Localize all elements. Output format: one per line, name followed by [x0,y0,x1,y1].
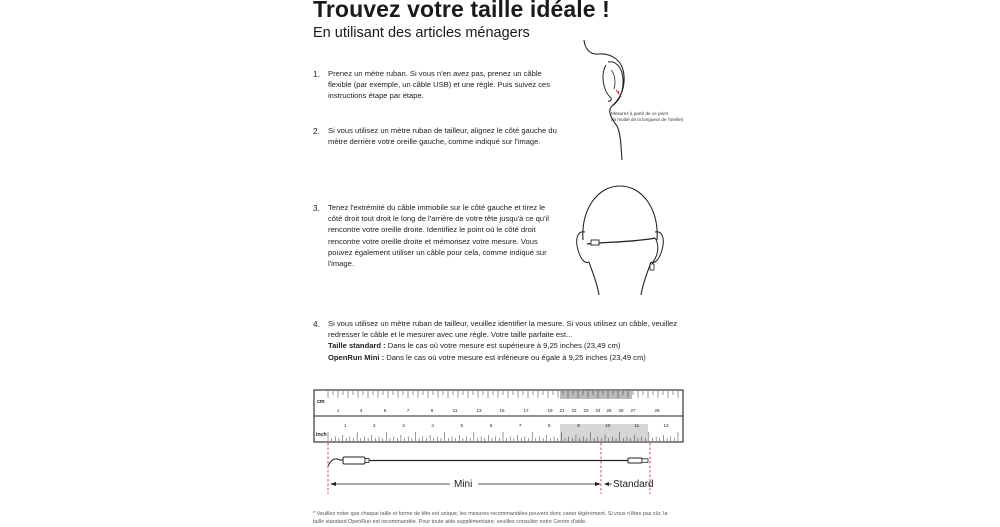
step-2-text: Si vous utilisez un mètre ruban de tailleur, alignez le côté gauche du mètre derrière votre oreille gauche, comme indiqué sur l'image. [328,126,557,147]
mini-size-marker: Mini [454,479,473,490]
usb-cable-plug-left [343,457,365,464]
cm-tick-label: 3 [359,408,363,413]
inch-tick-label: 9 [577,423,580,428]
inch-tick-label: 11 [634,423,640,428]
step-4-text [328,318,678,363]
step-2-number: 2. [313,126,320,136]
step-4-standard [328,340,678,351]
step-4-intro: Si vous utilisez un mètre ruban de tailleur, veuillez identifier la mesure. Si vous utilisez un câble, veuillez redresser le câble et le mesurer avec une règle. Votre taille parfaite est... [328,319,678,340]
cm-tick-label: 7 [406,408,410,413]
standard-size-marker: Standard [613,479,654,490]
cm-tick-label: 23 [583,408,589,413]
cm-tick-label: 29 [654,408,660,413]
inch-tick-label: 6 [489,423,493,428]
cm-tick-label: 27 [630,408,636,413]
cm-label: cm [317,399,325,405]
step-4-number: 4. [313,319,320,329]
inch-tick-label: 4 [431,423,434,428]
inch-tick-label: 8 [548,423,551,428]
cm-tick-label: 17 [523,408,529,413]
step-1-text: Prenez un mètre ruban. Si vous n'en avez pas, prenez un câble flexible (par exemple, un câble USB) et une règle. Puis suivez ces instructions étape par étape. [328,69,551,101]
mini-size-text: Dans le cas où votre mesure est inférieure ou égale à 9,25 inches (23,49 cm) [384,352,646,362]
inch-tick-label: 2 [373,423,376,428]
footnote: * Veuillez noter que chaque taille et forme de tête est unique, les mesures recommandées peuvent donc varier légèrement. Si vous n'êtes pas sûr, la taille standard OpenRun est recommandée. Pour toute aide supplémentaire, veuillez consulter notre Centre d'aide. [313,511,668,526]
measure-ruler-figure [310,388,690,500]
step-4-mini [328,352,678,363]
cm-tick-label: 1 [336,408,340,413]
standard-size-label: Taille standard : [328,341,386,351]
standard-size-text: Dans le cas où votre mesure est supérieure à 9,25 inches (23,49 cm) [385,341,621,351]
cm-tick-label: 19 [547,408,553,413]
step-3-text: Tenez l'extrémité du câble immobile sur le côté gauche et tirez le côté droit tout droit le long de l'arrière de votre tête jusqu'à ce qu'il rencontre votre oreille droite. Identifiez le point où le côté droit rencontre votre oreille droite et mémorisez votre mesure. Vous pouvez également utiliser un câble pour cela, comme indiqué sur l'image. [328,203,549,269]
inch-tick-label: 7 [518,423,522,428]
page-title: Trouvez votre taille idéale ! [313,0,610,22]
ear-caption-line1: Mesurez à partir de ce point [611,111,668,116]
ear-illustration [575,38,655,163]
head-illustration [573,182,667,297]
cm-tick-label: 9 [430,408,434,413]
inch-tick-label: 12 [663,423,669,428]
cm-tick-label: 24 [595,408,601,413]
cm-tick-label: 11 [452,408,458,413]
cm-tick-label: 21 [559,408,565,413]
cm-tick-label: 15 [499,408,505,413]
step-1-number: 1. [313,69,320,79]
inch-tick-label: 10 [605,423,611,428]
step-3-number: 3. [313,203,320,213]
cm-tick-label: 22 [571,408,577,413]
cm-tick-label: 25 [606,408,612,413]
inch-tick-label: 1 [343,423,347,428]
inch-label: inch [316,432,327,438]
page-subtitle: En utilisant des articles ménagers [313,25,530,41]
inch-tick-label: 5 [460,423,464,428]
usb-cable-plug-right [628,458,642,463]
cm-tick-label: 5 [383,408,387,413]
inch-tick-label: 3 [402,423,405,428]
cm-tick-label: 26 [618,408,624,413]
ear-caption [611,111,701,122]
ear-caption-line2: (la moitié de la longueur de l'oreille) [611,116,684,122]
cm-tick-label: 13 [476,408,482,413]
mini-size-label: OpenRun Mini : [328,352,385,362]
